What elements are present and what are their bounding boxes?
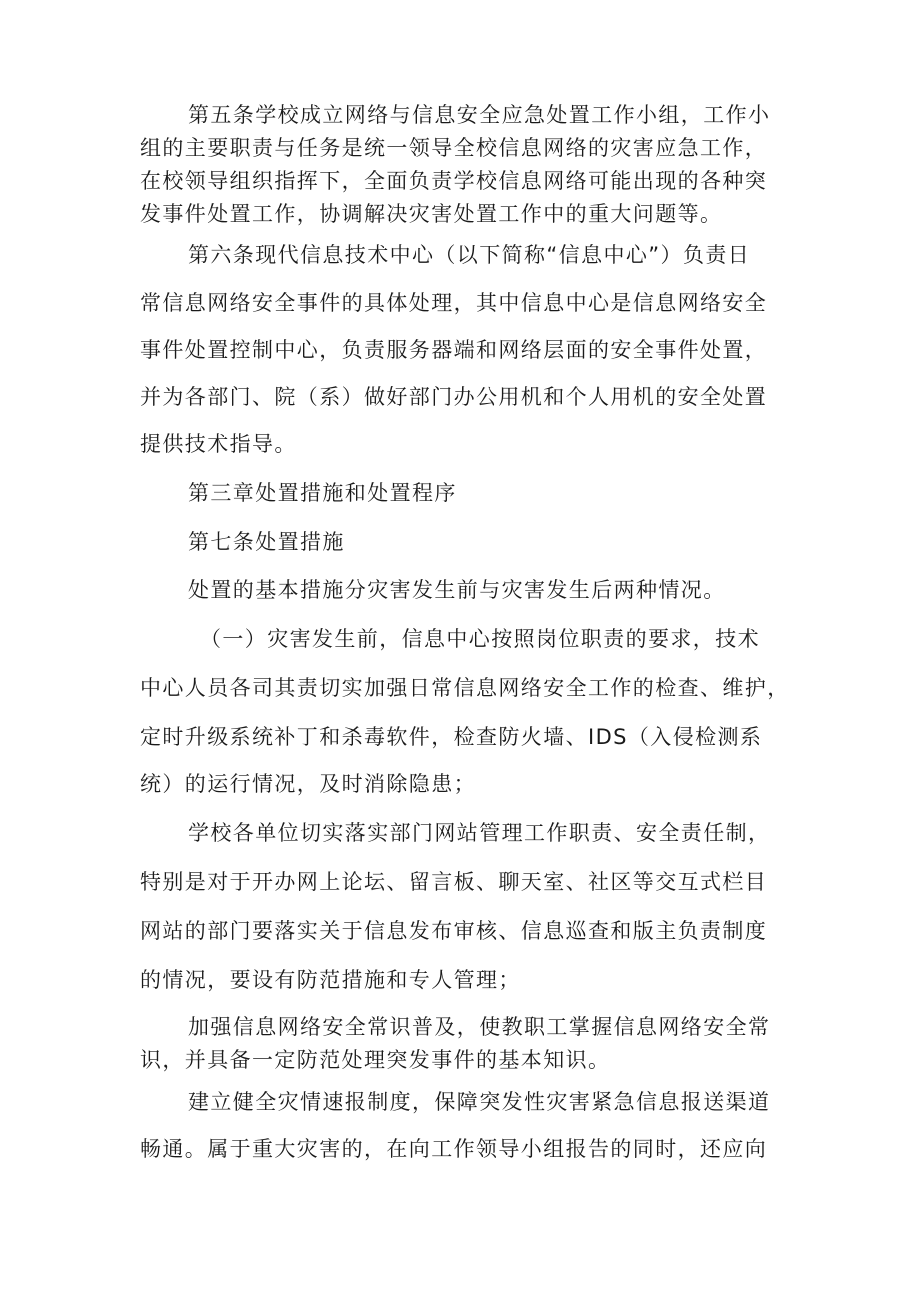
article-heading: 第七条处置措施 [188, 530, 345, 554]
text-line: 特别是对于开办网上论坛、留言板、聊天室、社区等交互式栏目 [140, 870, 768, 894]
text-line: 组的主要职责与任务是统一领导全校信息网络的灾害应急工作， [140, 136, 768, 160]
text-line: 加强信息网络安全常识普及，使教职工掌握信息网络安全常 [188, 1015, 771, 1039]
text-line: 发事件处置工作，协调解决灾害处置工作中的重大问题等。 [140, 202, 723, 226]
text-line: 中心人员各司其责切实加强日常信息网络安全工作的检查、维护， [140, 676, 790, 700]
text-line: 统）的运行情况，及时消除隐患； [140, 772, 476, 796]
text-line: 畅通。属于重大灾害的，在向工作领导小组报告的同时，还应向 [140, 1137, 768, 1161]
text-line: 常信息网络安全事件的具体处理，其中信息中心是信息网络安全 [140, 291, 768, 315]
text-line: 建立健全灾情速报制度，保障突发性灾害紧急信息报送渠道 [188, 1090, 771, 1114]
text-line: 定时升级系统补丁和杀毒软件，检查防火墙、IDS（入侵检测系 [140, 725, 763, 749]
text-line: 事件处置控制中心，负责服务器端和网络层面的安全事件处置， [140, 338, 768, 362]
text-line: 提供技术指导。 [140, 432, 297, 456]
chapter-heading: 第三章处置措施和处置程序 [188, 481, 457, 505]
text-line: 第五条学校成立网络与信息安全应急处置工作小组，工作小 [188, 103, 771, 127]
text-line: 在校领导组织指挥下，全面负责学校信息网络可能出现的各种突 [140, 169, 768, 193]
text-line: 第六条现代信息技术中心（以下简称“信息中心”）负责日 [188, 243, 751, 267]
text-line: 网站的部门要落实关于信息发布审核、信息巡查和版主负责制度 [140, 919, 768, 943]
text-line: 并为各部门、院（系）做好部门办公用机和个人用机的安全处置 [140, 385, 768, 409]
text-line: 识，并具备一定防范处理突发事件的基本知识。 [140, 1048, 611, 1072]
text-line: 的情况，要设有防范措施和专人管理； [140, 968, 521, 992]
text-line: （一）灾害发生前，信息中心按照岗位职责的要求，技术 [200, 627, 760, 651]
text-line: 学校各单位切实落实部门网站管理工作职责、安全责任制， [188, 821, 771, 845]
text-line: 处置的基本措施分灾害发生前与灾害发生后两种情况。 [188, 578, 726, 602]
